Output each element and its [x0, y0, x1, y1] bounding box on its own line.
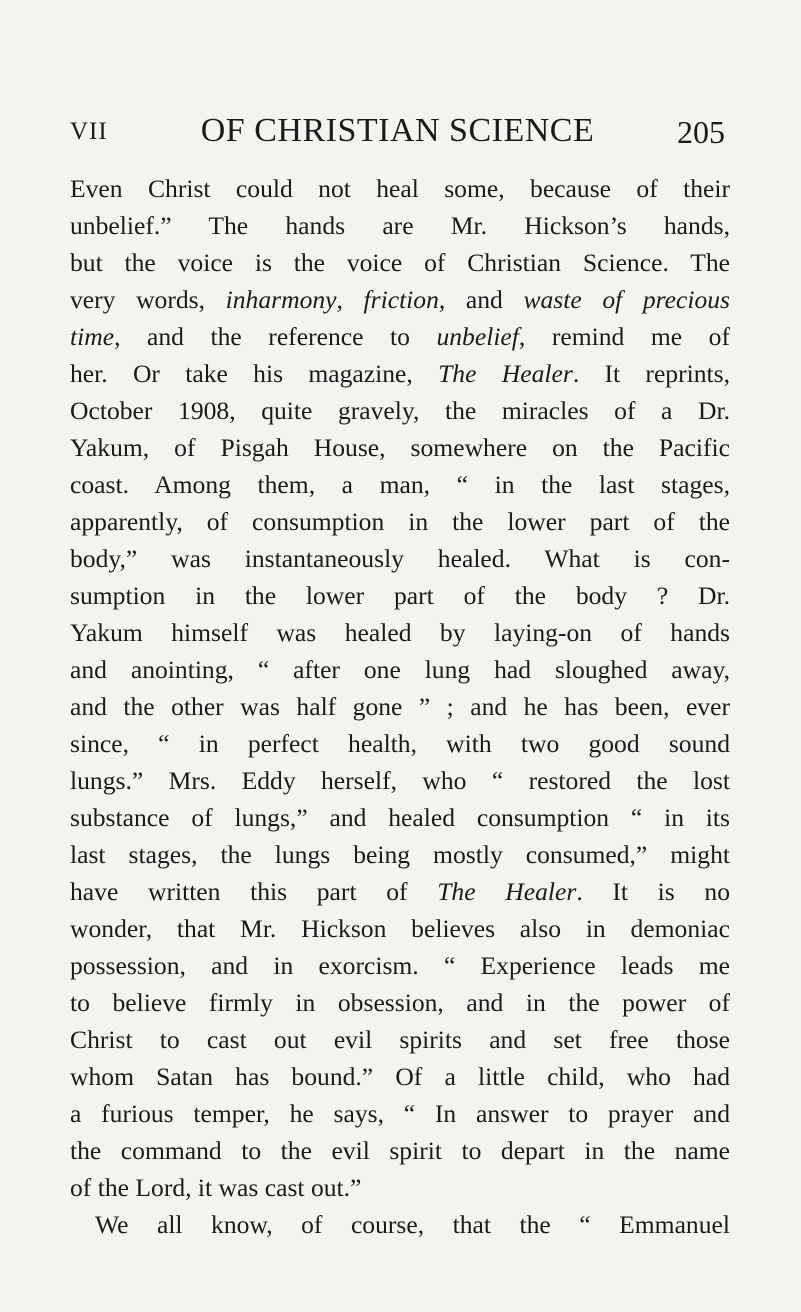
text-line	[70, 540, 730, 577]
text-run: We all know, of course, that the “ Emmanuel	[95, 1210, 730, 1239]
text-line	[70, 1095, 730, 1132]
text-line	[70, 762, 730, 799]
text-line	[70, 614, 730, 651]
text-run: Yakum himself was healed by laying-on of hands	[70, 618, 730, 647]
text-run: lungs.” Mrs. Eddy herself, who “ restored the lost	[70, 766, 730, 795]
chapter-number: VII	[70, 118, 108, 145]
italic-run: time	[70, 322, 115, 351]
text-run: to believe firmly in obsession, and in the power of	[70, 988, 730, 1017]
text-line	[70, 392, 730, 429]
text-run: ,	[336, 285, 364, 314]
text-run: but the voice is the voice of Christian Science. The	[70, 248, 730, 277]
text-run: October 1908, quite gravely, the miracles of a Dr.	[70, 396, 730, 425]
text-line	[70, 577, 730, 614]
text-line	[70, 651, 730, 688]
body-text	[70, 170, 730, 1243]
text-line	[70, 873, 730, 910]
text-line	[70, 1169, 730, 1206]
text-line	[70, 910, 730, 947]
text-line	[70, 799, 730, 836]
text-run: of the Lord, it was cast out.”	[70, 1173, 362, 1202]
text-run: Even Christ could not heal some, because of their	[70, 174, 730, 203]
running-title: OF CHRISTIAN SCIENCE	[200, 112, 595, 149]
text-run: , and	[438, 285, 524, 314]
text-line	[70, 1132, 730, 1169]
text-run: sumption in the lower part of the body ? Dr.	[70, 581, 730, 610]
text-run: possession, and in exorcism. “ Experience leads me	[70, 951, 730, 980]
text-run: the command to the evil spirit to depart in the name	[70, 1136, 730, 1165]
text-line	[70, 207, 730, 244]
text-run: apparently, of consumption in the lower part of the	[70, 507, 730, 536]
text-line	[70, 1058, 730, 1095]
page-number: 205	[677, 114, 725, 150]
text-run: unbelief.” The hands are Mr. Hickson’s hands,	[70, 211, 730, 240]
text-run: Yakum, of Pisgah House, somewhere on the Pacific	[70, 433, 730, 462]
text-run: body,” was instantaneously healed. What is con-	[70, 544, 730, 573]
italic-run: friction	[363, 285, 439, 314]
text-line	[70, 244, 730, 281]
text-run: , remind me of	[518, 322, 730, 351]
text-run: and anointing, “ after one lung had sloughed away,	[70, 655, 730, 684]
text-line	[70, 984, 730, 1021]
text-line	[70, 355, 730, 392]
text-run: , and the reference to	[114, 322, 437, 351]
text-line	[70, 836, 730, 873]
text-run: wonder, that Mr. Hickson believes also in demoniac	[70, 914, 730, 943]
italic-run: unbelief	[436, 322, 519, 351]
italic-run: The Healer	[438, 359, 573, 388]
text-line	[70, 1206, 730, 1243]
text-run: substance of lungs,” and healed consumption “ in its	[70, 803, 730, 832]
text-run: . It is no	[576, 877, 730, 906]
text-line	[70, 170, 730, 207]
text-line	[70, 947, 730, 984]
text-line	[70, 725, 730, 762]
text-line	[70, 466, 730, 503]
text-line	[70, 429, 730, 466]
text-line	[70, 281, 730, 318]
text-line	[70, 503, 730, 540]
text-line	[70, 688, 730, 725]
text-run: very words,	[70, 285, 226, 314]
text-run: Christ to cast out evil spirits and set free those	[70, 1025, 730, 1054]
text-line	[70, 1021, 730, 1058]
text-run: last stages, the lungs being mostly consumed,” might	[70, 840, 730, 869]
italic-run: waste of precious	[523, 285, 730, 314]
text-run: a furious temper, he says, “ In answer to prayer and	[70, 1099, 730, 1128]
text-run: whom Satan has bound.” Of a little child, who had	[70, 1062, 730, 1091]
text-run: . It reprints,	[572, 359, 730, 388]
italic-run: The Healer	[437, 877, 577, 906]
italic-run: inharmony	[225, 285, 337, 314]
text-run: her. Or take his magazine,	[70, 359, 439, 388]
text-run: have written this part of	[70, 877, 438, 906]
text-run: and the other was half gone ” ; and he has been, ever	[70, 692, 730, 721]
text-line	[70, 318, 730, 355]
text-run: since, “ in perfect health, with two good sound	[70, 729, 730, 758]
running-head	[70, 112, 725, 162]
text-run: coast. Among them, a man, “ in the last stages,	[70, 470, 730, 499]
